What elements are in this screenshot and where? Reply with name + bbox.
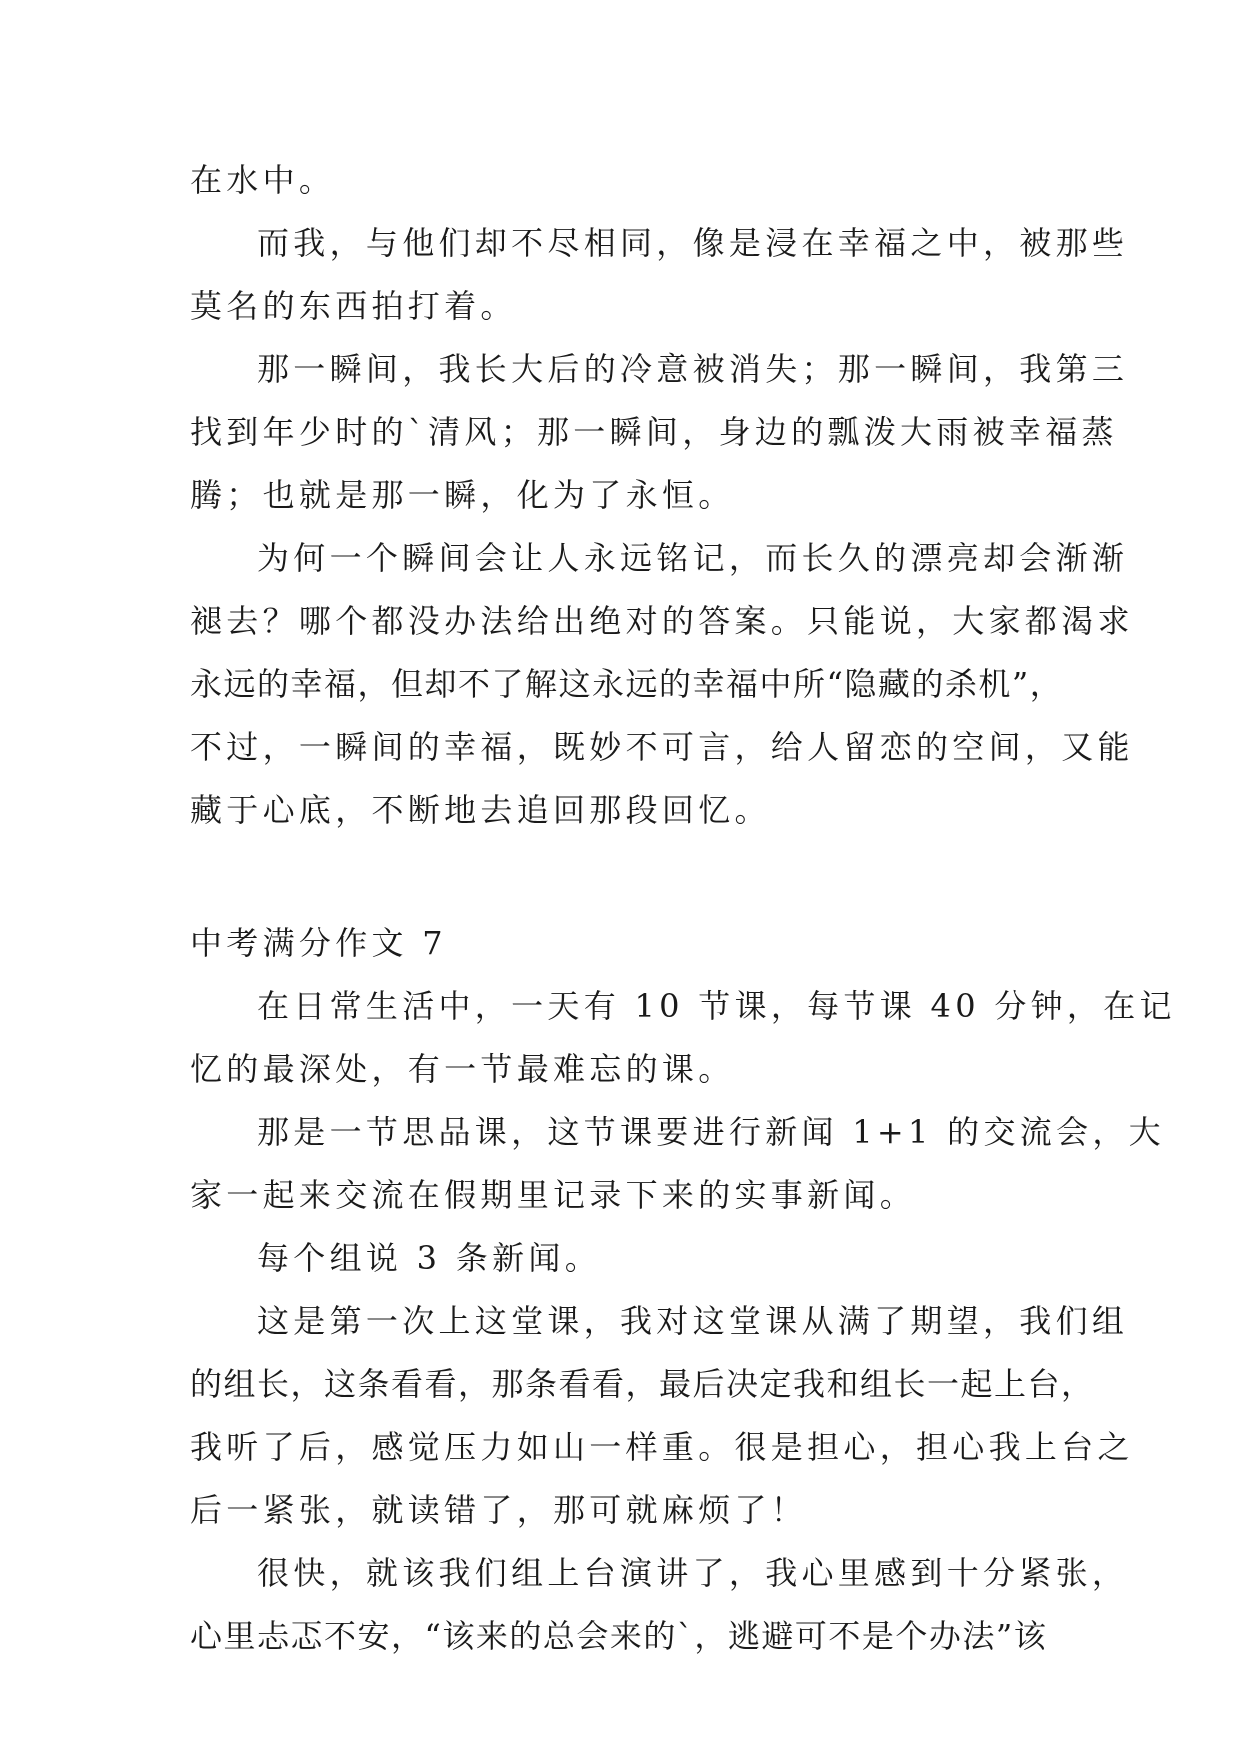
document-body: [190, 158, 1176, 1677]
paragraph-line: 腾；也就是那一瞬，化为了永恒。: [190, 476, 735, 514]
paragraph-line: 忆的最深处，有一节最难忘的课。: [190, 1050, 735, 1088]
paragraph-line: 每个组说 3 条新闻。: [257, 1239, 602, 1277]
paragraph-line: 这是第一次上这堂课，我对这堂课从满了期望，我们组: [257, 1302, 1129, 1340]
paragraph-line: 找到年少时的`清风；那一瞬间，身边的瓢泼大雨被幸福蒸: [190, 413, 1118, 451]
paragraph-line: 那一瞬间，我长大后的冷意被消失；那一瞬间，我第三: [257, 350, 1129, 388]
paragraph-line: 褪去？哪个都没办法给出绝对的答案。只能说，大家都渴求: [190, 602, 1134, 640]
section-heading: 中考满分作文 7: [190, 924, 447, 962]
paragraph-line: 藏于心底，不断地去追回那段回忆。: [190, 791, 771, 829]
paragraph-line: 那是一节思品课，这节课要进行新闻 1+1 的交流会，大: [257, 1113, 1165, 1151]
paragraph-line: 而我，与他们却不尽相同，像是浸在幸福之中，被那些: [257, 224, 1129, 262]
paragraph-line: 很快，就该我们组上台演讲了，我心里感到十分紧张，: [257, 1554, 1129, 1592]
paragraph-line: 在日常生活中，一天有 10 节课，每节课 40 分钟，在记: [257, 987, 1176, 1025]
paragraph-line: 家一起来交流在假期里记录下来的实事新闻。: [190, 1176, 917, 1214]
paragraph-line: 为何一个瞬间会让人永远铭记，而长久的漂亮却会渐渐: [257, 539, 1129, 577]
paragraph-line: 莫名的东西拍打着。: [190, 287, 517, 325]
paragraph-line: 后一紧张，就读错了，那可就麻烦了！: [190, 1491, 808, 1529]
paragraph-line: 不过，一瞬间的幸福，既妙不可言，给人留恋的空间，又能: [190, 728, 1134, 766]
paragraph-line: 在水中。: [190, 161, 336, 199]
paragraph-line: 心里忐忑不安，“该来的总会来的`，逃避可不是个办法”该: [190, 1617, 1048, 1655]
section-spacer: [190, 851, 1050, 921]
paragraph-line: 的组长，这条看看，那条看看，最后决定我和组长一起上台，: [190, 1365, 1095, 1403]
paragraph-line: 永远的幸福，但却不了解这永远的幸福中所“隐藏的杀机”，: [190, 665, 1064, 703]
paragraph-line: 我听了后，感觉压力如山一样重。很是担心，担心我上台之: [190, 1428, 1134, 1466]
